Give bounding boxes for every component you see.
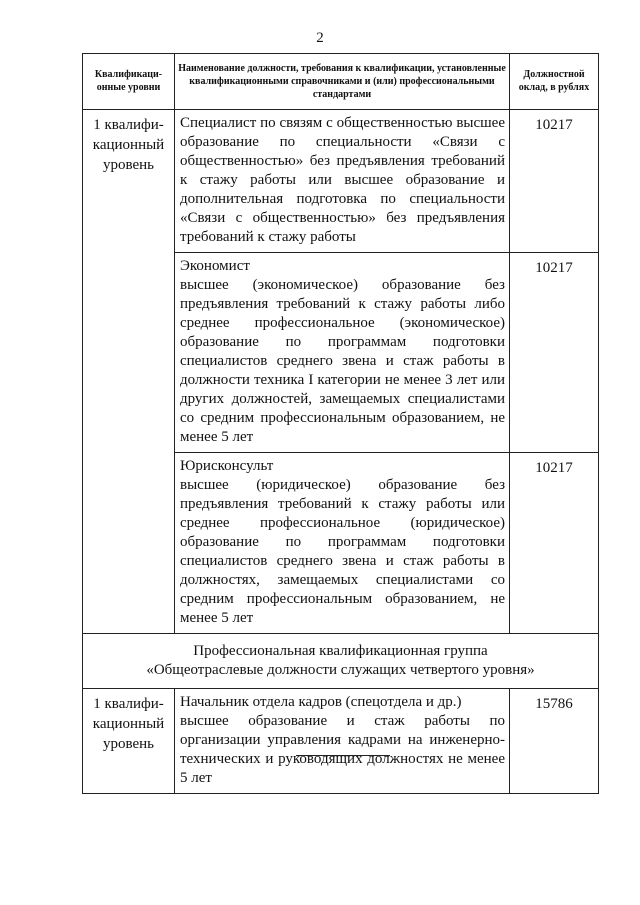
table-header-row — [83, 54, 599, 110]
position-requirements-text: высшее образование и стаж работы по организации управления кадрами на инженерно-технических и руководящих должностях не менее 5 лет — [180, 713, 505, 786]
closing-line — [296, 755, 390, 756]
qualification-level-cell: 1 квалифи-кационный уровень — [83, 110, 175, 253]
position-title: Начальник отдела кадров (спецотдела и др.) — [180, 694, 462, 710]
position-description — [175, 453, 510, 634]
group-heading-line: «Общеотраслевые должности служащих четвертого уровня» — [146, 662, 535, 678]
salary-table — [82, 53, 599, 794]
position-title: Юрисконсульт — [180, 458, 274, 474]
table-row — [83, 110, 599, 253]
table-row — [83, 689, 599, 794]
salary-value: 10217 — [510, 110, 599, 253]
professional-group-heading — [83, 634, 599, 689]
position-title: Экономист — [180, 258, 250, 274]
qualification-level-continued — [83, 253, 175, 453]
group-heading-row — [83, 634, 599, 689]
header-salary: Должностной оклад, в рублях — [510, 54, 599, 110]
salary-value: 10217 — [510, 453, 599, 634]
header-qualification-levels: Квалификаци-онные уровни — [83, 54, 175, 110]
position-requirements-text: Специалист по связям с общественностью высшее образование по специальности «Связи с общественностью» без предъявления требований к стажу работы или высшее образование и дополнительная подготовка по специальности «Связи с общественностью» без предъявления требований к стажу работы — [180, 115, 505, 245]
qualification-level-continued — [83, 453, 175, 634]
table-row — [83, 253, 599, 453]
position-requirements-text: высшее (юридическое) образование без предъявления требований к стажу работы или среднее профессиональное (юридическое) образование по программам подготовки специалистов среднего звена и стаж работы в должностях, замещаемых специалистами со средним профессиональным образованием, не менее 5 лет — [180, 477, 505, 626]
table-row — [83, 453, 599, 634]
header-position-requirements: Наименование должности, требования к квалификации, установленные квалификационными справочниками и (или) профессиональными стандартами — [175, 54, 510, 110]
position-description — [175, 253, 510, 453]
salary-value: 10217 — [510, 253, 599, 453]
position-description — [175, 689, 510, 794]
page-number: 2 — [316, 30, 324, 46]
qualification-level-cell: 1 квалифи-кационный уровень — [83, 689, 175, 794]
position-requirements-text: высшее (экономическое) образование без предъявления требований к стажу работы либо среднее профессиональное (экономическое) образование по программам подготовки специалистов среднего звена и стаж работы в должности техника I категории не менее 3 лет или других должностей, замещаемых специалистами со средним профессиональным образованием, не менее 5 лет — [180, 277, 505, 445]
position-description — [175, 110, 510, 253]
salary-value: 15786 — [510, 689, 599, 794]
group-heading-line: Профессиональная квалификационная группа — [193, 643, 488, 659]
